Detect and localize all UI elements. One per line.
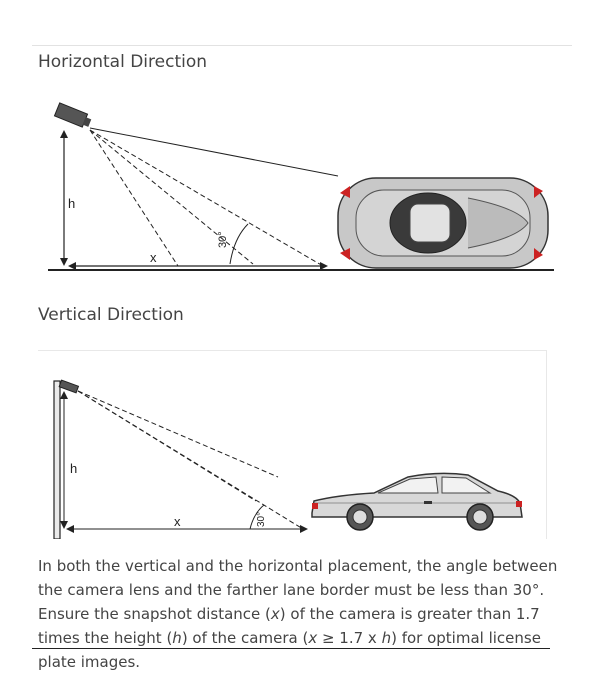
formula-operator: ≥ 1.7 x <box>317 629 382 647</box>
horizontal-direction-heading: Horizontal Direction <box>38 52 208 72</box>
caption-lead: In both the vertical and the horizontal placement, the angle between the camera lens and the farther lane border must be less than 30°. Ensure the snapshot distance ( <box>38 557 558 623</box>
formula-x-var: x <box>308 629 318 647</box>
height-label: h <box>70 461 78 476</box>
caption-h-var: h <box>172 629 182 647</box>
vertical-direction-heading: Vertical Direction <box>38 305 184 325</box>
height-label: h <box>68 196 76 211</box>
car-side-view <box>312 473 522 530</box>
vertical-diagram <box>38 350 547 539</box>
caption-mid2: ) of the camera ( <box>181 629 309 647</box>
ray-border <box>78 391 303 529</box>
car-top-view <box>338 178 548 268</box>
caption-tail: ) for optimal license plate images. <box>38 629 541 671</box>
distance-label: x <box>150 250 157 265</box>
camera-icon <box>59 380 78 393</box>
formula-h-var: h <box>381 629 392 647</box>
caption-x-var: x <box>270 605 280 623</box>
camera-icon <box>54 103 91 127</box>
horizontal-diagram <box>38 98 558 278</box>
top-divider <box>32 45 572 46</box>
caption-mid1: ) of the camera is greater than 1.7 times the height ( <box>38 605 540 647</box>
bottom-divider <box>32 648 550 649</box>
placement-caption <box>38 554 558 674</box>
angle-label: 30° <box>217 231 229 248</box>
ray-near <box>90 130 178 266</box>
distance-label: x <box>174 514 181 529</box>
angle-label: 30° <box>256 511 267 527</box>
ray-far <box>78 391 278 477</box>
camera-pole <box>54 381 60 539</box>
